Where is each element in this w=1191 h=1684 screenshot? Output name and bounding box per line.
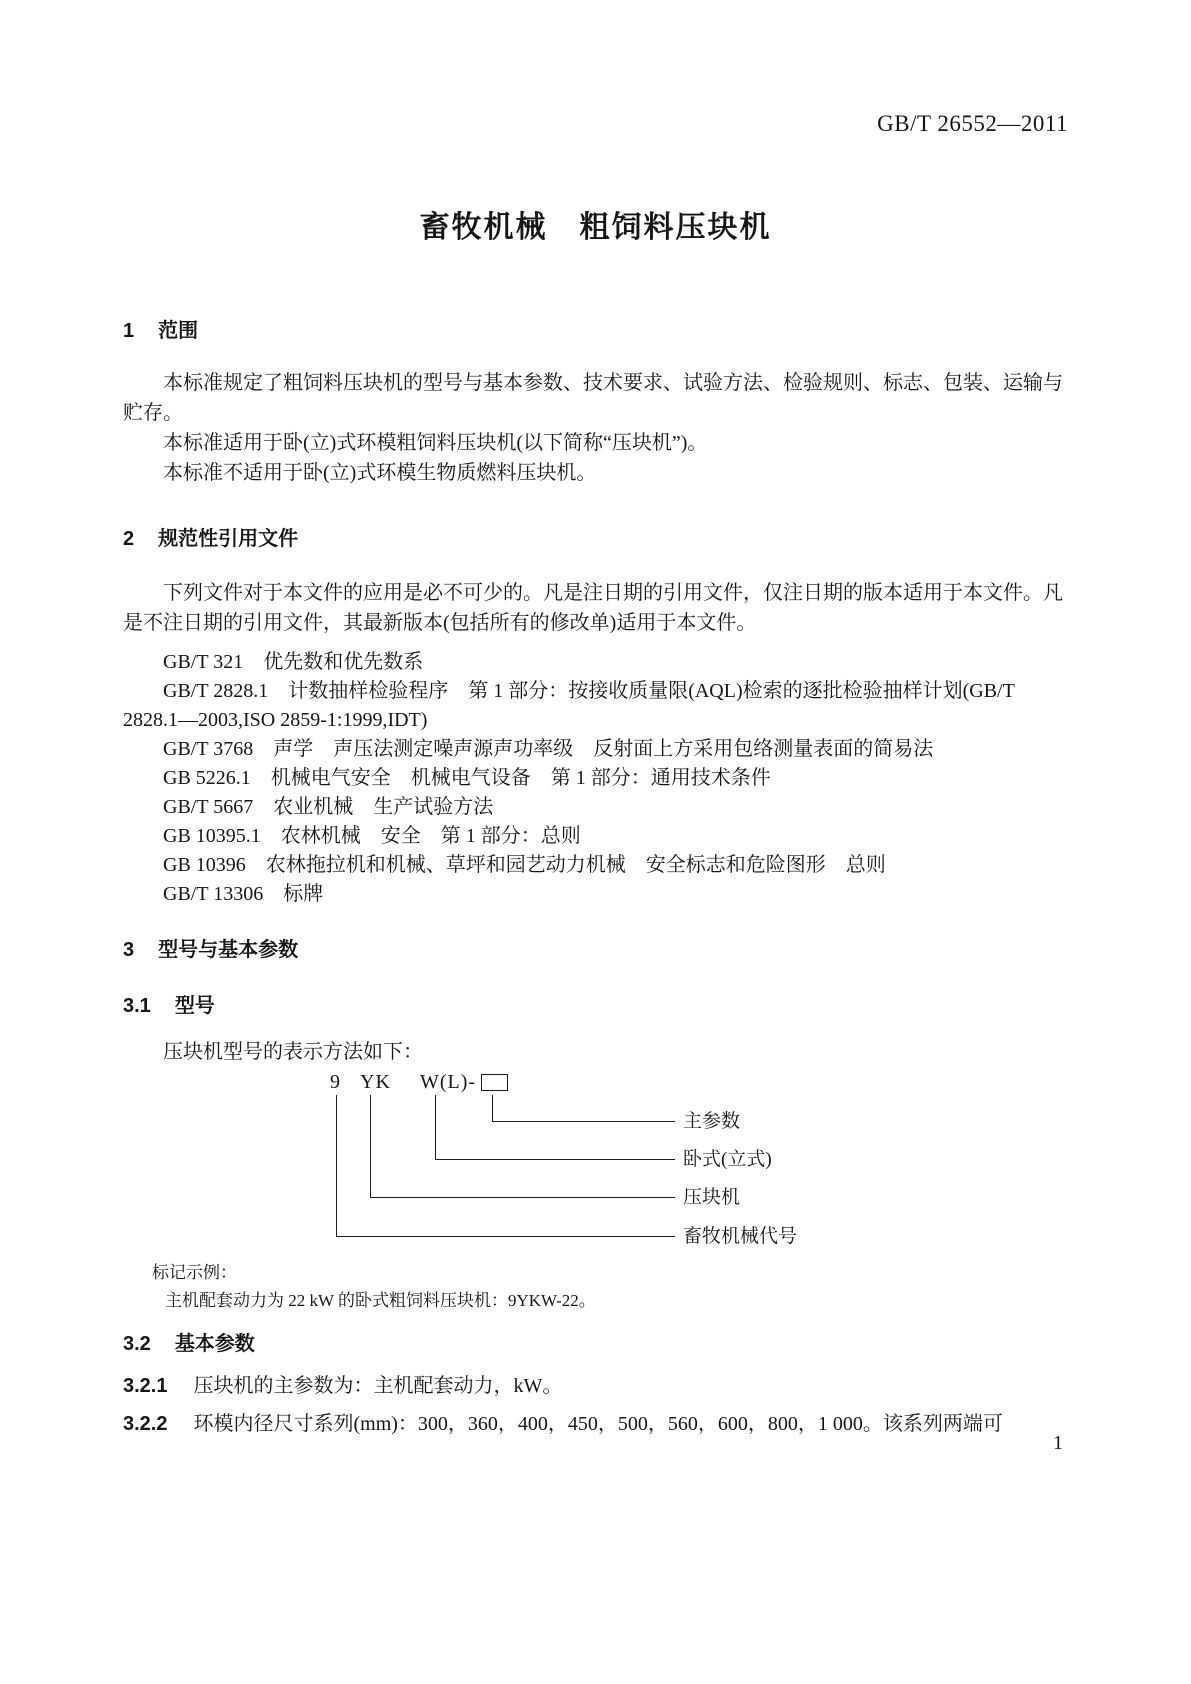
clause-3-2-2-text: 环模内径尺寸系列(mm)：300，360，400，450，500，560，600，800，1 000。该系列两端可 [193,1413,1003,1435]
document-title: 畜牧机械 粗饲料压块机 [419,211,772,244]
reference-item: GB 5226.1 机械电气安全 机械电气设备 第 1 部分：通用技术条件 [163,767,771,789]
model-code-digit: 9 [330,1071,341,1093]
marking-example-text: 主机配套动力为 22 kW 的卧式粗饲料压块机：9YKW-22。 [165,1291,596,1310]
connector-line-category [336,1095,675,1237]
section-1-title: 范围 [158,320,199,342]
model-code-type: YK [360,1071,391,1093]
reference-item: GB 10395.1 农林机械 安全 第 1 部分：总则 [163,825,581,847]
clause-3-2-2-number: 3.2.2 [123,1413,168,1435]
clause-3-2-1 [123,1371,1068,1401]
section-1-number: 1 [123,320,135,342]
section-3-number: 3 [123,939,135,961]
section-2-heading [123,526,1068,552]
section-3-2-number: 3.2 [123,1333,151,1355]
section-3-heading [123,937,1068,963]
clause-3-2-1-text: 压块机的主参数为：主机配套动力，kW。 [193,1375,563,1397]
model-code-variant: W(L)- [420,1071,477,1093]
section-1-heading [123,318,1068,344]
section-2-number: 2 [123,528,135,550]
diagram-label-machine: 压块机 [683,1187,741,1208]
clause-3-2-1-number: 3.2.1 [123,1375,168,1397]
section-3-1-heading [123,993,1068,1019]
section-3-2-heading [123,1331,1068,1357]
reference-item: GB/T 5667 农业机械 生产试验方法 [163,796,494,818]
standard-number: GB/T 26552—2011 [877,111,1068,136]
diagram-label-orientation: 卧式(立式) [683,1149,772,1170]
section-3-title: 型号与基本参数 [158,939,299,961]
model-designation-intro: 压块机型号的表示方法如下： [163,1041,423,1063]
diagram-label-main-parameter: 主参数 [683,1111,741,1132]
section-2-title: 规范性引用文件 [158,528,299,550]
model-designation-diagram [123,1071,1068,1253]
scope-paragraph-1: 本标准规定了粗饲料压块机的型号与基本参数、技术要求、试验方法、检验规则、标志、包装、运输与贮存。 [123,372,1063,424]
main-parameter-box [481,1074,508,1091]
section-3-1-number: 3.1 [123,995,151,1017]
section-3-2-title: 基本参数 [174,1333,255,1355]
section-3-1-title: 型号 [174,995,215,1017]
normative-references-list [123,648,1068,909]
diagram-label-category: 畜牧机械代号 [683,1226,798,1247]
reference-item: GB 10396 农林拖拉机和机械、草坪和园艺动力机械 安全标志和危险图形 总则 [163,854,886,876]
reference-item: GB/T 321 优先数和优先数系 [163,651,424,673]
normative-references-intro: 下列文件对于本文件的应用是必不可少的。凡是注日期的引用文件，仅注日期的版本适用于本文件。凡是不注日期的引用文件，其最新版本(包括所有的修改单)适用于本文件。 [123,582,1063,634]
reference-item: GB/T 2828.1 计数抽样检验程序 第 1 部分：按接收质量限(AQL)检索的逐批检验抽样计划(GB/T 2828.1—2003,ISO 2859-1:1999,IDT) [123,680,1015,731]
marking-example-label: 标记示例： [152,1263,237,1282]
reference-item: GB/T 13306 标牌 [163,883,324,905]
scope-paragraph-3: 本标准不适用于卧(立)式环模生物质燃料压块机。 [163,462,597,484]
reference-item: GB/T 3768 声学 声压法测定噪声源声功率级 反射面上方采用包络测量表面的简易法 [163,738,934,760]
page-number: 1 [1053,1432,1063,1454]
scope-paragraph-2: 本标准适用于卧(立)式环模粗饲料压块机(以下简称“压块机”)。 [163,432,708,454]
clause-3-2-2 [123,1409,1068,1439]
